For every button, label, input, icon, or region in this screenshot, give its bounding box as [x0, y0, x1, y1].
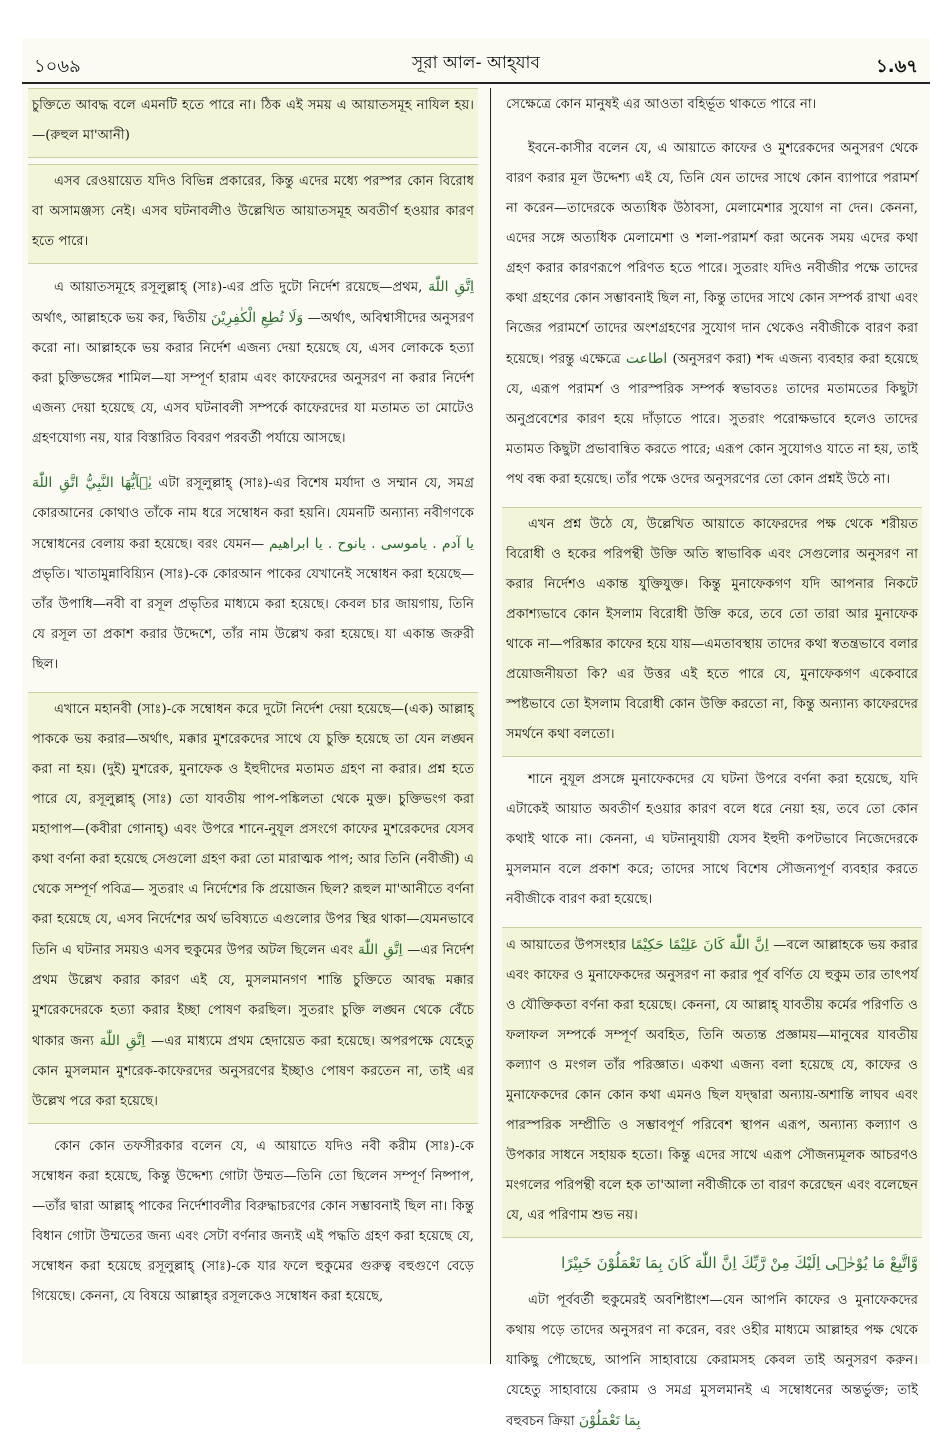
paragraph — [28, 692, 478, 1124]
paragraph-text: —এর নির্দেশ প্রথম উল্লেখ করার কারণ এই যে, মুসলমানগণ শান্তি চুক্তিতে আবদ্ধ মক্কার মুশরেকদেরকে হত্যা করার ইচ্ছা পোষণ করছিল। সুতরাং চুক্তি লঙ্ঘন থেকে বেঁচে থাকার জন্য — [32, 943, 475, 1049]
arabic-phrase: اِتَّقِ اللّٰهَ — [428, 279, 474, 295]
paragraph-text: কোন কোন তফসীরকার বলেন যে, এ আয়াতে যদিও নবী করীম (সাঃ)-কে সম্বোধন করা হয়েছে, কিন্তু উদ্দেশ্য গোটা উম্মত—তিনি তো ছিলেন সম্পূর্ণ নিষ্পাপ, —তাঁর দ্বারা আল্লাহ্ পাকের নির্দেশাবলীর বিরুদ্ধাচরণের কোন সম্ভাবনাই ছিল না। কিন্তু বিধান গোটা উম্মতের জন্য এবং সেটা বর্ণনার জন্যই এই পদ্ধতি গ্রহণ করা হয়েছে যে, সম্বোধন করা হয়েছে রসূলুল্লাহ্ (সাঃ)-কে যার ফলে হুকুমের গুরুত্ব বহুগুণে বেড়ে গিয়েছে। কেননা, যে বিষয়ে আল্লাহ্‌র রসূলকেও সম্বোধন করা হয়েছে, — [32, 1139, 474, 1304]
paragraph-text: এখন প্রশ্ন উঠে যে, উল্লেখিত আয়াতে কাফেরদের পক্ষ থেকে শরীয়ত বিরোধী ও হকের পরিপন্থী উক্তি অতি স্বাভাবিক এবং সেগুলোর অনুসরণ না করার নির্দেশও একান্ত যুক্তিযুক্ত। কিন্তু মুনাফেকগণ যদি আপনার নিকটে প্রকাশ্যভাবে কোন ইসলাম বিরোধী উক্তি করে, তবে তো তারা আর মুনাফেক থাকে না—পরিষ্কার কাফের হয়ে যায়—এমতাবস্থায় তাদের কথা স্বতন্ত্রভাবে বলার প্রয়োজনীয়তা কি? এর উত্তর এই হতে পারে যে, মুনাফেকগণ একেবারে স্পষ্টভাবে তো ইসলাম বিরোধী কোন উক্তি করতো না, কিন্তু অন্যান্য কাফেরদের সমর্থনে কথা বলতো। — [506, 517, 918, 742]
paragraph-text: এটা পূর্ববর্তী হুকুমেরই অবশিষ্টাংশ—যেন আপনি কাফের ও মুনাফেকদের কথায় পড়ে তাদের অনুসরণ না করেন, বরং ওহীর মাধ্যমে আল্লাহর পক্ষ থেকে যাকিছু পৌছেছে, আপনি সাহাবায়ে কেরামসহ কেবল তাই অনুসরণ করুন। যেহেতু সাহাবায়ে কেরাম ও সমগ্র মুসলমানই এ সম্বোধনের অন্তর্ভুক্ত; তাই বহুবচন ক্রিয়া — [506, 1293, 918, 1429]
paragraph — [28, 466, 478, 686]
page-number-right: ১.৬৭ — [876, 56, 918, 77]
arabic-phrase: اِتَّقِ اللّٰهَ — [99, 1033, 146, 1049]
page-header — [22, 38, 930, 84]
paragraph-text: অর্থাৎ, আল্লাহকে ভয় কর, দ্বিতীয় — [32, 311, 207, 326]
paragraph — [502, 132, 922, 501]
chapter-title: সূরা আল- আহ্‌যাব — [412, 53, 540, 73]
paragraph — [502, 88, 922, 126]
column-divider — [490, 88, 491, 1364]
paragraph-text: চুক্তিতে আবদ্ধ বলে এমনটি হতে পারে না। ঠিক এই সময় এ আয়াতসমূহ নাযিল হয়।—(রুহুল মা'আনী) — [32, 98, 474, 143]
arabic-word: اطاعت — [625, 351, 668, 367]
paragraph — [502, 763, 922, 921]
paragraph — [502, 1284, 922, 1443]
arabic-verse: يٰۤاَيُّهَا النَّبِيُّ اتَّقِ اللّٰهَ — [32, 475, 152, 491]
left-column — [28, 88, 478, 1364]
paragraph-text: এসব রেওয়ায়েত যদিও বিভিন্ন প্রকারের, কিন্তু এদের মধ্যে পরস্পর কোন বিরোধ বা অসামঞ্জস্য নেই। এসব ঘটনাবলীও উল্লেখিত আয়াতসমূহ অবতীর্ণ হওয়ার কারণ হতে পারে। — [32, 174, 474, 249]
paragraph-text: —এর মাধ্যমে প্রথম হেদায়েত করা হয়েছে। অপরপক্ষে যেহেতু কোন মুসলমান মুশরেক-কাফেরদের অনুসরণের ইচ্ছাও পোষণ করতেন না, তাই এর উল্লেখ পরে করা হয়েছে। — [32, 1034, 474, 1109]
arabic-verse: وَّاتَّبِعْ مَا يُوْحٰۤى اِلَيْكَ مِنْ رَّبِّكَ اِنَّ اللّٰهَ كَانَ بِمَا تَعْمَلُوْنَ خَبِيْرًا — [561, 1254, 918, 1272]
paragraph-text: প্রভৃতি। খাতামুন্নাবিয়্যিন (সাঃ)-কে কোরআন পাকের যেখানেই সম্বোধন করা হয়েছে—তাঁর উপাধি—নবী বা রসূল প্রভৃতির মাধ্যমে করা হয়েছে। কেবল চার জায়গায়, তিনি যে রসূল তা প্রকাশ করার উদ্দেশে, তাঁর নাম উল্লেখ করা হয়েছে। যা একান্ত জরুরী ছিল। — [32, 567, 474, 672]
arabic-phrase: اِتَّقِ اللّٰهَ — [357, 942, 403, 958]
paragraph-text: এ আয়াতসমূহে রসূলুল্লাহ্ (সাঃ)-এর প্রতি দুটো নির্দেশ রয়েছে—প্রথম, — [54, 280, 423, 295]
paragraph-text: (অনুসরণ করা) শব্দ এজন্য ব্যবহার করা হয়েছে যে, এরূপ পরামর্শ ও পারস্পরিক সম্পর্ক স্বভাবতঃ তাদের মতামতের কিছুটা অনুপ্রবেশের কারণ হয়ে দাঁড়াতে পারে। সুতরাং পরোক্ষভাবে হলেও তাদের মতামত কিছুটা প্রভাবান্বিত করতে পারে; এরূপ কোন সুযোগও যাতে না হয়, তাই পথ বন্ধ করা হয়েছে। তাঁর পক্ষে ওদের অনুসরণের তো কোন প্রশ্নই উঠে না। — [506, 352, 919, 487]
arabic-phrase: بِمَا تَعْمَلُوْنَ — [578, 1413, 641, 1429]
paragraph-text: এটা রসূলুল্লাহ্ (সাঃ)-এর বিশেষ মর্যাদা ও সম্মান যে, সমগ্র কোরআনের কোথাও তাঁকে নাম ধরে সম্বোধন করা হয়নি। যেমনটি অন্যান্য নবীগণকে সম্বোধনের বেলায় করা হয়েছে। বরং যেমন— — [32, 476, 474, 552]
paragraph-text: শানে নুযূল প্রসঙ্গে মুনাফেকদের যে ঘটনা উপরে বর্ণনা করা হয়েছে, যদি এটাকেই আয়াত অবতীর্ণ হওয়ার কারণ বলে ধরে নেয়া হয়, তবে তো কোন কথাই থাকে না। কেননা, এ ঘটনানুযায়ী যেসব ইহুদী কপটভাবে নিজেদেরকে মুসলমান বলে প্রকাশ করে; তাদের সাথে বিশেষ সৌজন্যপূর্ণ ব্যবহার করতে নবীজীকে বারণ করা হয়েছে। — [506, 772, 918, 907]
paragraph-text: সেক্ষেত্রে কোন মানুষই এর আওতা বহির্ভূত থাকতে পারে না। — [506, 97, 817, 112]
paragraph — [502, 507, 922, 757]
arabic-verse: اِنَّ اللّٰهَ كَانَ عَلِيْمًا حَكِيْمًا — [630, 937, 769, 953]
paragraph — [28, 270, 478, 460]
arabic-phrase: وَلَا تُطِعِ الْكٰفِرِيْنَ — [210, 310, 304, 326]
paragraph-text: এখানে মহানবী (সাঃ)-কে সম্বোধন করে দুটো নির্দেশ দেয়া হয়েছে—(এক) আল্লাহ্ পাককে ভয় করার—অর্থাৎ, মক্কার মুশরেকদের সাথে যে চুক্তি হয়েছে তা যেন লঙ্ঘন করা না হয়। (দুই) মুশরেক, মুনাফেক ও ইহুদীদের মতামত গ্রহণ না করার। প্রশ্ন হতে পারে যে, রসূলুল্লাহ্ (সাঃ) তো যাবতীয় পাপ-পঙ্কিলতা থেকে মুক্ত। চুক্তিভংগ করা মহাপাপ—(কবীরা গোনাহ্) এবং উপরে শানে-নুযূল প্রসংগে কাফের মুশরেকদের যেসব কথা বর্ণনা করা হয়েছে সেগুলো গ্রহণ করা তো মারাত্মক পাপ; আর তিনি (নবীজী) এ থেকে সম্পূর্ণ পবিত্র— সুতরাং এ নির্দেশের কি প্রয়োজন ছিল? রূহুল মা'আনীতে বর্ণনা করা হয়েছে যে, এসব নির্দেশের অর্থ ভবিষ্যতে এগুলোর উপর স্থির থাকা—যেমনভাবে তিনি এ ঘটনার সময়ও এসব হুকুমের উপর অটল ছিলেন এবং — [32, 702, 474, 958]
paragraph — [28, 1130, 478, 1318]
paragraph — [28, 164, 478, 264]
arabic-phrase: يا آدم . ياموسى . يانوح . يا ابراهيم — [269, 536, 474, 552]
paragraph-text: এ আয়াতের উপসংহার — [506, 938, 627, 953]
paragraph-text: —অর্থাৎ, অবিশ্বাসীদের অনুসরণ করো না। আল্লাহকে ভয় করার নির্দেশ এজন্য দেয়া হয়েছে যে, এসব লোককে হত্যা করা চুক্তিভঙ্গের শামিল—যা সম্পূর্ণ হারাম এবং কাফেরদের অনুসরণ না করার নির্দেশ এজন্য দেয়া হয়েছে যে, এসব ঘটনাবলী সম্পর্কে কাফেরদের যা মতামত তা মোটেও গ্রহণযোগ্য নয়, যার বিস্তারিত বিবরণ পরবর্তী পর্যায়ে আসছে। — [32, 311, 474, 446]
right-column — [502, 88, 922, 1429]
paragraph-text: —বলে আল্লাহকে ভয় করার এবং কাফের ও মুনাফেকদের অনুসরণ না করার পূর্ব বর্ণিত যে হুকুম তার তাৎপর্য ও যৌক্তিকতা বর্ণনা করা হয়েছে। কেননা, যে আল্লাহ্ যাবতীয় কর্মের পরিণতি ও ফলাফল সম্পর্কে সম্পূর্ণ অবহিত, তিনি অত্যন্ত প্রজ্ঞাময়—মানুষের যাবতীয় কল্যাণ ও মংগল তাঁর পরিজ্ঞাত। একথা এজন্য বলা হয়েছে যে, কাফের ও মুনাফেকদের কোন কোন কথা এমনও ছিল যদ্দ্বারা অন্যায়-অশান্তি লাঘব এবং পারস্পরিক সম্প্রীতি ও সম্ভাবপূর্ণ পরিবেশ স্থাপন এরূপ, অন্যান্য কল্যাণ ও উপকার সাধনে সহায়ক হতো। কিন্তু এদের সাথে এরূপ সৌজন্যমূলক আচরণও মংগলের পরিপন্থী বলে হক তা'আলা নবীজীকে তা বারণ করেছেন এবং বলেছেন যে, এর পরিণাম শুভ নয়। — [506, 938, 918, 1223]
page-number-left: ১০৬৯ — [34, 56, 81, 77]
paragraph-text: ইবনে-কাসীর বলেন যে, এ আয়াতে কাফের ও মুশরেকদের অনুসরণ থেকে বারণ করার মূল উদ্দেশ্য এই যে, তিনি যেন তাদের সাথে কোন ব্যাপারে পরামর্শ না করেন—তাদেরকে অত্যধিক উঠাবসা, মেলামেশার সুযোগ না দেন। কেননা, এদের সঙ্গে অত্যধিক মেলামেশা ও শলা-পরামর্শ করা অনেক সময় এদের কথা গ্রহণ করার কারণরূপে পরিণত হতে পারে। সুতরাং যদিও নবীজীর পক্ষে তাদের কথা গ্রহণের কোন সম্ভাবনাই ছিল না, কিন্তু তাদের সাথে কোন সম্পর্ক রাখা এবং নিজের পরামর্শে তাদের অংশগ্রহণের সুযোগ দান থেকেও নবীজীকে বারণ করা হয়েছে। পরন্তু এক্ষেত্রে — [506, 141, 918, 367]
book-page — [22, 38, 930, 1429]
paragraph — [28, 88, 478, 158]
paragraph — [502, 927, 922, 1238]
